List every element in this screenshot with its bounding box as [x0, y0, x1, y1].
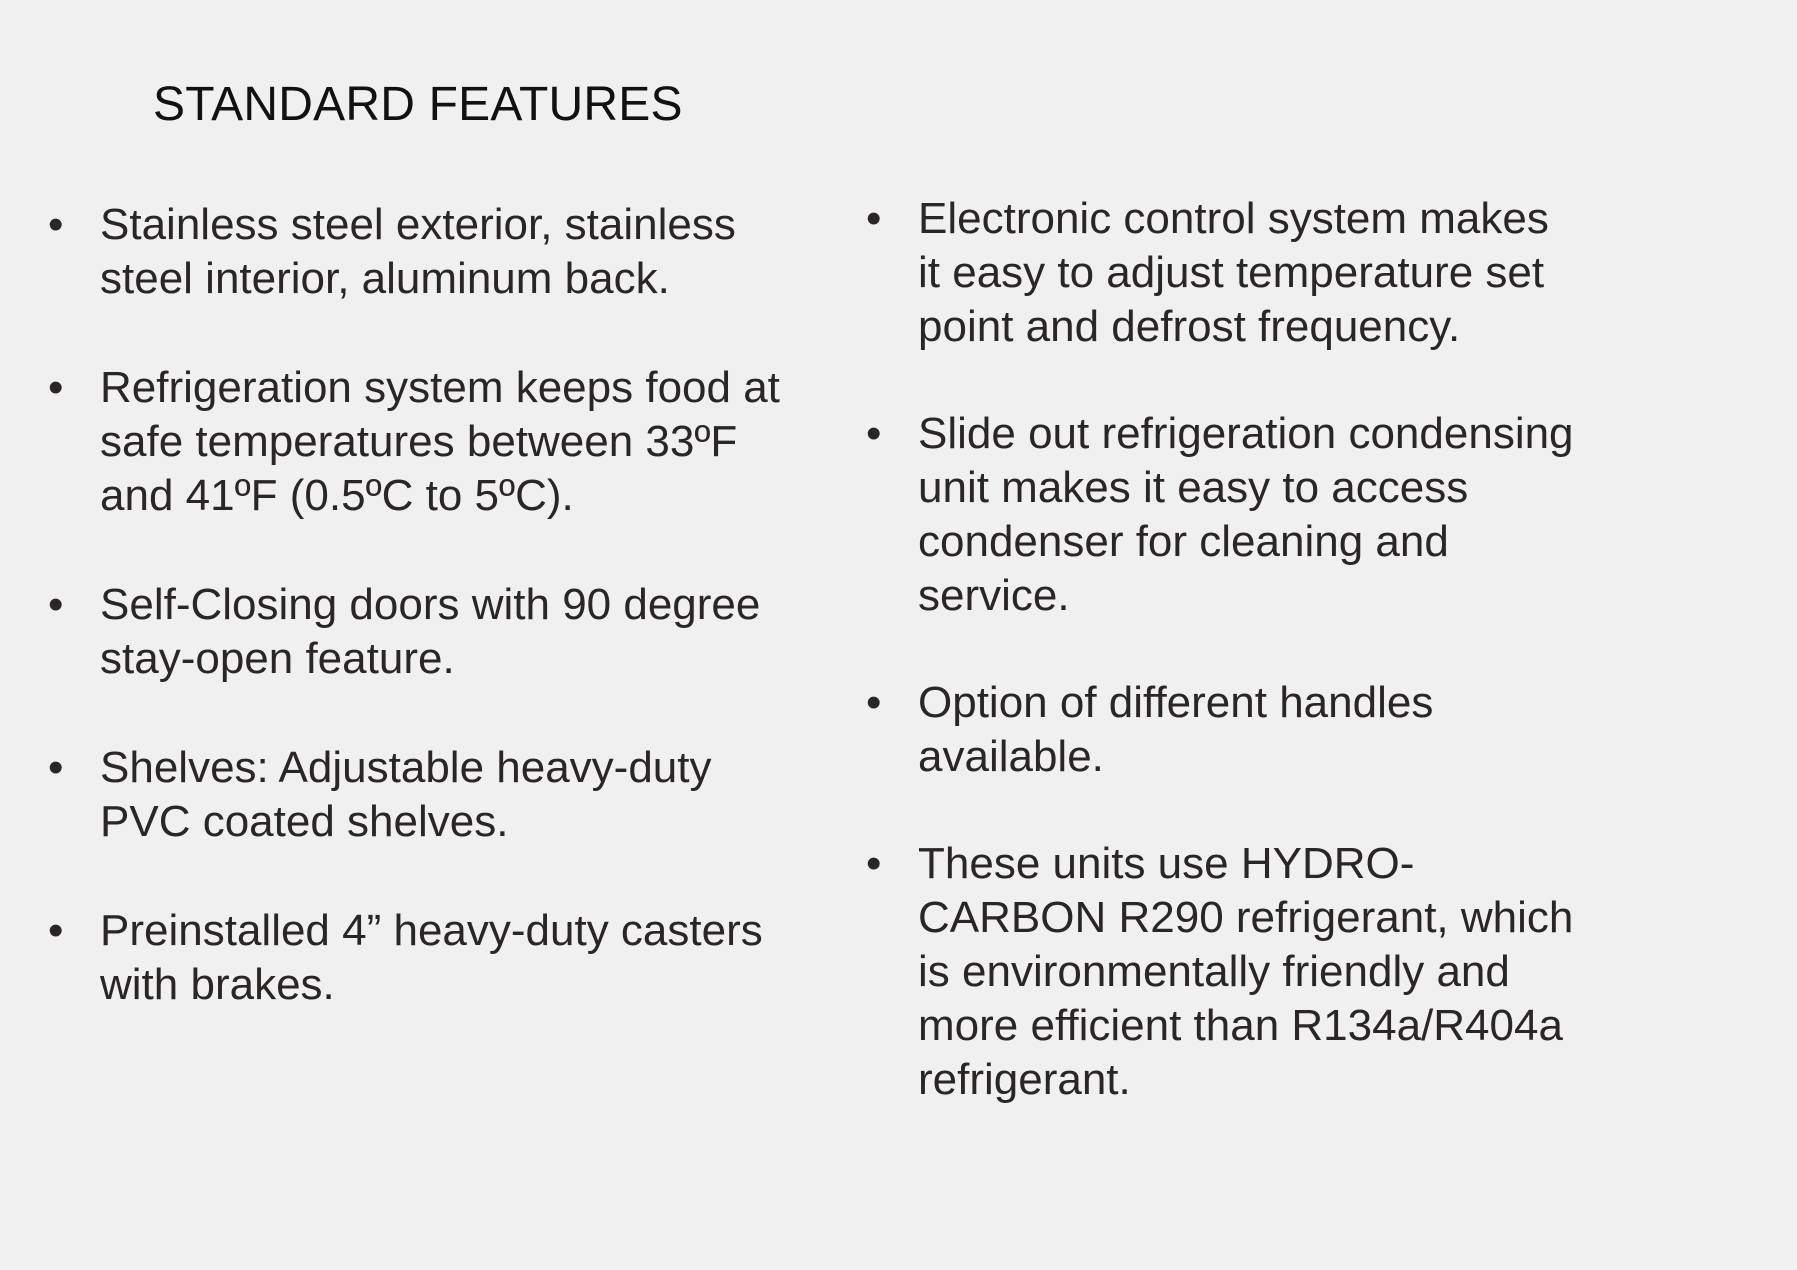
- bullet-icon: •: [866, 194, 882, 243]
- feature-item: [48, 198, 838, 306]
- feature-line: stay-open feature.: [100, 634, 455, 683]
- feature-text: [918, 407, 1666, 623]
- bullet-icon: •: [866, 839, 882, 888]
- feature-line: safe temperatures between 33ºF: [100, 417, 738, 466]
- feature-line: condenser for cleaning and: [918, 517, 1449, 566]
- feature-line: with brakes.: [100, 960, 335, 1009]
- bullet-icon: •: [866, 678, 882, 727]
- feature-item: [48, 904, 838, 1012]
- feature-item: [866, 192, 1666, 354]
- feature-line: steel interior, aluminum back.: [100, 254, 670, 303]
- feature-line: is environmentally friendly and: [918, 947, 1510, 996]
- feature-item: [48, 741, 838, 849]
- feature-item: [48, 361, 838, 523]
- feature-text: [100, 578, 838, 686]
- feature-line: more efficient than R134a/R404a: [918, 1001, 1563, 1050]
- feature-text: [918, 837, 1666, 1107]
- bullet-icon: •: [48, 580, 64, 629]
- feature-line: Self-Closing doors with 90 degree: [100, 580, 761, 629]
- right-feature-list: [866, 192, 1666, 1107]
- feature-line: Preinstalled 4” heavy-duty casters: [100, 906, 763, 955]
- feature-line: Shelves: Adjustable heavy-duty: [100, 743, 712, 792]
- feature-line: and 41ºF (0.5ºC to 5ºC).: [100, 471, 574, 520]
- feature-line: Stainless steel exterior, stainless: [100, 200, 736, 249]
- bullet-icon: •: [48, 363, 64, 412]
- feature-line: unit makes it easy to access: [918, 463, 1469, 512]
- feature-line: refrigerant.: [918, 1055, 1131, 1104]
- feature-line: Refrigeration system keeps food at: [100, 363, 780, 412]
- feature-text: [100, 904, 838, 1012]
- bullet-icon: •: [48, 200, 64, 249]
- feature-text: [100, 361, 838, 523]
- page-title: STANDARD FEATURES: [153, 78, 683, 131]
- feature-line: Option of different handles: [918, 678, 1434, 727]
- feature-item: [866, 407, 1666, 623]
- feature-item: [48, 578, 838, 686]
- feature-line: Slide out refrigeration condensing: [918, 409, 1574, 458]
- feature-line: Electronic control system makes: [918, 194, 1549, 243]
- feature-text: [918, 676, 1666, 784]
- feature-text: [918, 192, 1666, 354]
- bullet-icon: •: [866, 409, 882, 458]
- feature-line: PVC coated shelves.: [100, 797, 509, 846]
- feature-line: it easy to adjust temperature set: [918, 248, 1545, 297]
- left-feature-list: [48, 198, 838, 1012]
- feature-line: These units use HYDRO-: [918, 839, 1415, 888]
- feature-item: [866, 676, 1666, 784]
- feature-text: [100, 198, 838, 306]
- feature-line: service.: [918, 571, 1070, 620]
- feature-line: CARBON R290 refrigerant, which: [918, 893, 1574, 942]
- bullet-icon: •: [48, 743, 64, 792]
- feature-line: point and defrost frequency.: [918, 302, 1461, 351]
- feature-text: [100, 741, 838, 849]
- bullet-icon: •: [48, 906, 64, 955]
- feature-line: available.: [918, 732, 1104, 781]
- feature-item: [866, 837, 1666, 1107]
